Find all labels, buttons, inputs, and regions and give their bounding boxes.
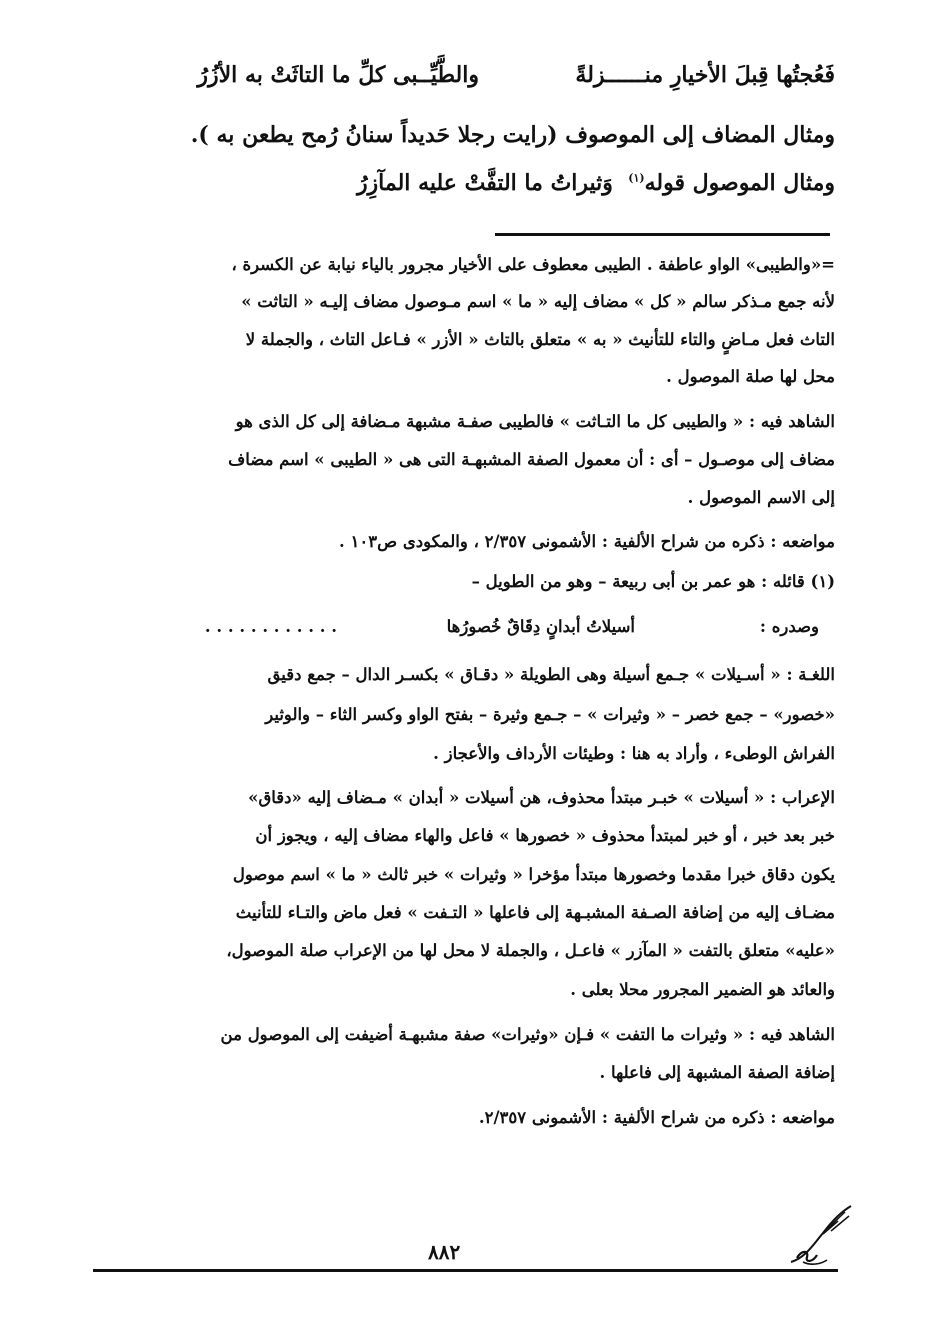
connected-verse: وَثيراتُ ما التفَّتْ عليه المآزِرُ	[356, 170, 613, 196]
verse-1-hemistich-1: فَعُجتُها قِبلَ الأخيارِ منــــــزلةً	[575, 62, 835, 88]
footnote-marker: (١)	[628, 171, 645, 185]
note-line: الإعراب : « أسيلات » خبـر مبتدأ محذوف، هن أسيلات « أبدان » مـضاف إليه «دقاق»	[248, 788, 835, 807]
note-line: الشاهد فيه : « والطيبى كل ما التـاثت » فالطيبى صفـة مشبهة مـضافة إلى كل الذى هو	[235, 412, 835, 431]
note-line: مضاف إلى موصـول – أى : أن معمول الصفة المشبهـة التى هى « الطيبى » اسم مضاف	[228, 450, 835, 469]
note-line: «خصور» – جمع خصر – « وثيرات » – جـمع وثيرة – بفتح الواو وكسر الثاء – والوثير	[265, 705, 835, 724]
note-line: اللغـة : « أسـيلات » جـمع أسيلة وهى الطويلة « دقـاق » بكسـر الدال – جمع دقيق	[267, 665, 835, 684]
note-line: إلى الاسم الموصول .	[687, 488, 835, 507]
note-line: خبر بعد خبر ، أو خبر لمبتدأ محذوف « خصورها » فاعل والهاء مضاف إليه ، ويجوز أن	[255, 826, 835, 845]
note-line: محل لها صلة الموصول .	[666, 367, 835, 386]
note-line: الفراش الوطىء ، وأراد به هنا : وطيئات الأرداف والأعجاز .	[433, 744, 835, 763]
connected-intro: ومثال الموصول قوله	[644, 170, 835, 196]
footnote-attribution: (١) قائله : هو عمر بن أبى ربيعة – وهو من الطويل –	[471, 572, 835, 591]
note-line: الشاهد فيه : « وثيرات ما التفت » فـإن «وثيرات» صفة مشبهـة أضيفت إلى الموصول من	[220, 1025, 835, 1044]
note-line: =«والطيبى» الواو عاطفة . الطيبى معطوف على الأخيار مجرور بالياء نيابة عن الكسرة ،	[231, 255, 835, 274]
sadr-dots: . . . . . . . . . . . .	[204, 617, 337, 636]
quill-logo-icon	[783, 1200, 858, 1270]
sadr-text: أسيلاتُ أبدانٍ دِقَاقٌ خُصورُها	[446, 617, 635, 636]
note-line: مضـاف إليه من إضافة الصـفة المشبـهة إلى فاعلها « التـفت » فعل ماض والتـاء للتأنيث	[235, 903, 835, 922]
example-line: ومثال المضاف إلى الموصوف (رايت رجلا حَديداً سنانُ رُمح يطعن به ).	[190, 122, 835, 148]
note-line: يكون دقاق خبرا مقدما وخصورها مبتدأ مؤخرا « وثيرات » خبر ثالث « ما » اسم موصول	[232, 865, 835, 884]
connected-example-line	[357, 170, 835, 196]
page-number: ٨٨٢	[428, 1240, 461, 1264]
note-line: «عليه» متعلق بالتفت « المآزر » فاعـل ، والجملة لا محل لها من الإعراب صلة الموصول،	[226, 941, 835, 960]
note-line: والعائد هو الضمير المجرور محلا بعلى .	[570, 980, 835, 999]
note-line: مواضعه : ذكره من شراح الألفية : الأشمونى ٢/٣٥٧ ، والمكودى ص١٠٣ .	[339, 532, 835, 551]
note-line: مواضعه : ذكره من شراح الألفية : الأشمونى ٢/٣٥٧.	[478, 1108, 835, 1127]
note-line: التاث فعل مـاضٍ والتاء للتأنيث « به » متعلق بالتاث « الأزر » فـاعل التاث ، والجملة لا	[245, 330, 835, 349]
sadr-label: وصدره :	[759, 617, 819, 636]
footnote-separator	[495, 233, 830, 236]
note-line: إضافة الصفة المشبهة إلى فاعلها .	[599, 1063, 835, 1082]
bottom-rule	[93, 1269, 838, 1272]
note-line: لأنه جمع مـذكر سالم « كل » مضاف إليه « ما » اسم مـوصول مضاف إليـه « التاثت »	[241, 292, 835, 311]
verse-1-hemistich-2: والطَّيِّــبى كلِّ ما التاثَتْ به الأزُرُ	[197, 62, 479, 88]
